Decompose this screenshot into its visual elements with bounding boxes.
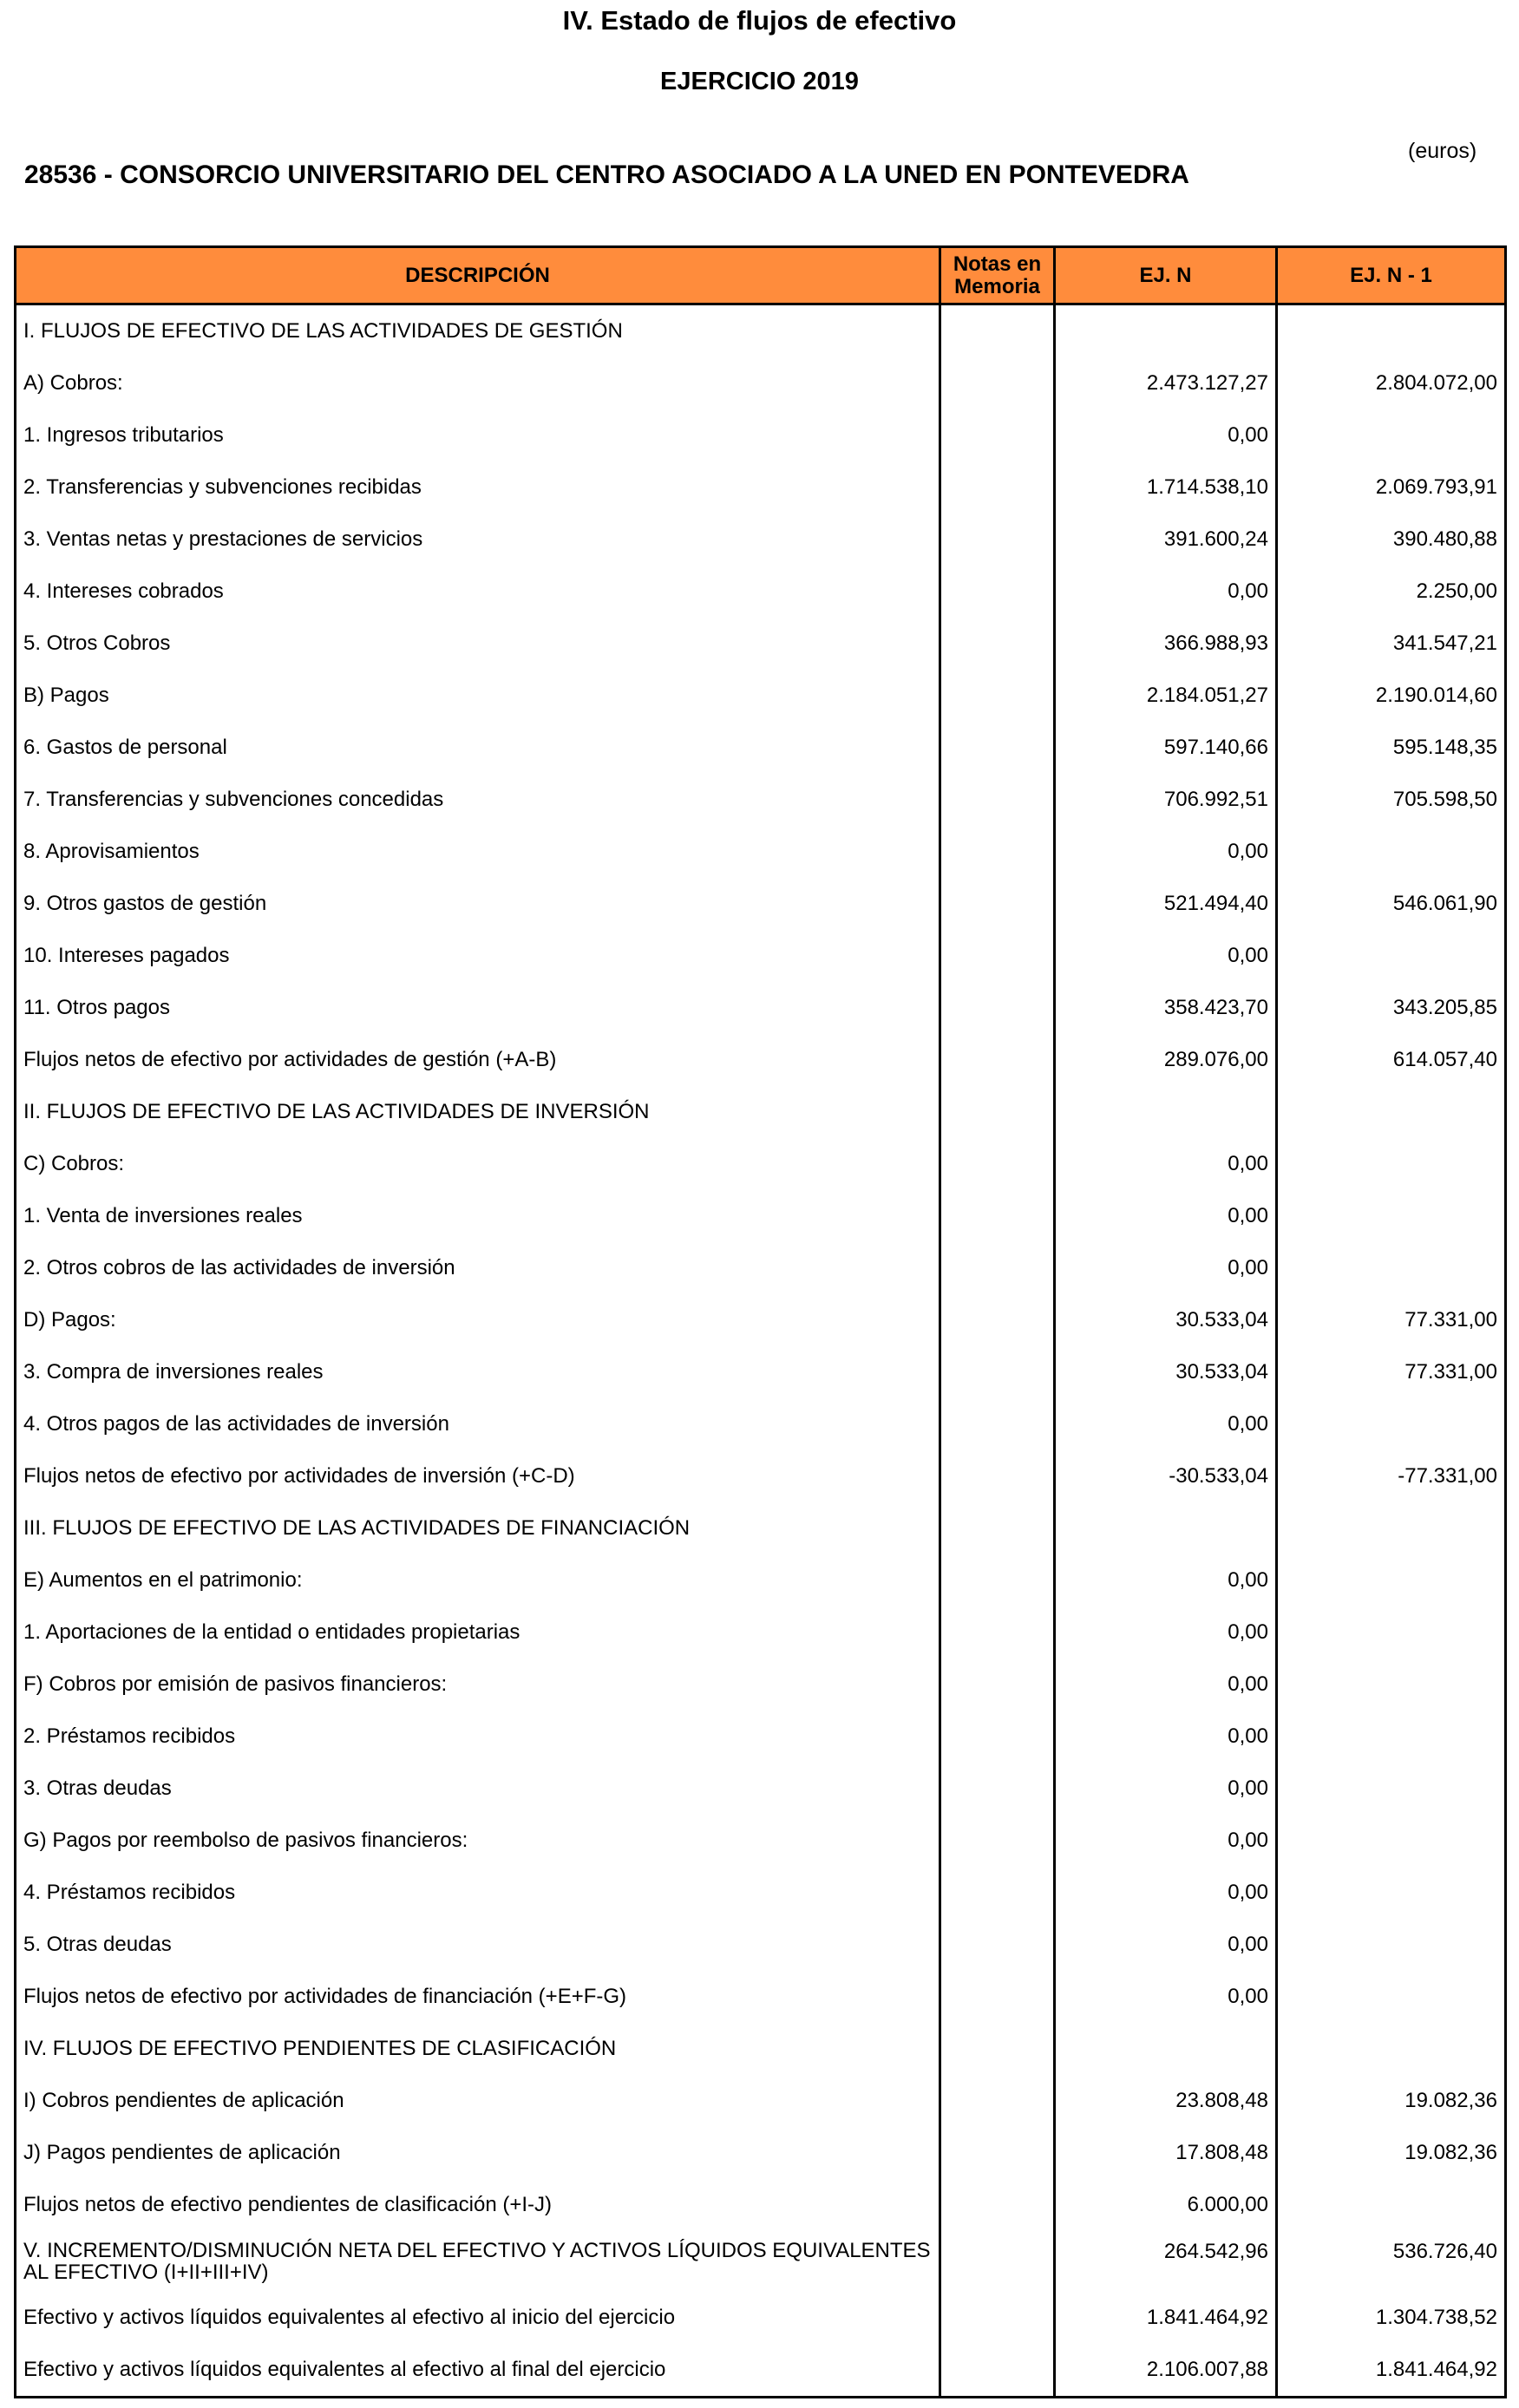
- row-description: 3. Compra de inversiones reales: [16, 1346, 940, 1398]
- row-notes: [940, 1138, 1055, 1190]
- column-header-description: DESCRIPCIÓN: [16, 247, 940, 304]
- row-value-n1: 77.331,00: [1277, 1346, 1506, 1398]
- row-description: Efectivo y activos líquidos equivalentes al efectivo al inicio del ejercicio: [16, 2292, 940, 2344]
- row-value-n: [1055, 1502, 1277, 1554]
- table-row: [16, 409, 1506, 461]
- row-value-n1: [1277, 1711, 1506, 1763]
- row-value-n1: 341.547,21: [1277, 618, 1506, 670]
- row-description: 2. Transferencias y subvenciones recibidas: [16, 461, 940, 514]
- table-row: [16, 357, 1506, 409]
- row-value-n1: [1277, 930, 1506, 982]
- table-row: [16, 982, 1506, 1034]
- table-header: [16, 247, 1506, 304]
- row-value-n1: [1277, 1606, 1506, 1659]
- row-value-n1: [1277, 1659, 1506, 1711]
- row-notes: [940, 304, 1055, 358]
- row-description: 1. Aportaciones de la entidad o entidades propietarias: [16, 1606, 940, 1659]
- row-description: F) Cobros por emisión de pasivos financieros:: [16, 1659, 940, 1711]
- table-row: [16, 1815, 1506, 1867]
- row-description: C) Cobros:: [16, 1138, 940, 1190]
- row-notes: [940, 2023, 1055, 2075]
- row-value-n1: 1.304.738,52: [1277, 2292, 1506, 2344]
- row-notes: [940, 409, 1055, 461]
- row-notes: [940, 2127, 1055, 2179]
- row-value-n1: [1277, 1242, 1506, 1294]
- row-notes: [940, 2231, 1055, 2292]
- row-notes: [940, 1659, 1055, 1711]
- row-value-n1: 19.082,36: [1277, 2127, 1506, 2179]
- entity-name: 28536 - CONSORCIO UNIVERSITARIO DEL CENTRO ASOCIADO A LA UNED EN PONTEVEDRA: [24, 160, 1189, 189]
- row-value-n: 30.533,04: [1055, 1294, 1277, 1346]
- row-value-n1: [1277, 1971, 1506, 2023]
- row-notes: [940, 1034, 1055, 1086]
- row-value-n: 0,00: [1055, 1711, 1277, 1763]
- row-notes: [940, 1554, 1055, 1606]
- row-value-n1: 536.726,40: [1277, 2231, 1506, 2292]
- table-row: [16, 1034, 1506, 1086]
- row-value-n: 358.423,70: [1055, 982, 1277, 1034]
- row-description: 4. Otros pagos de las actividades de inversión: [16, 1398, 940, 1450]
- row-notes: [940, 1398, 1055, 1450]
- row-value-n: 0,00: [1055, 1659, 1277, 1711]
- row-value-n: 23.808,48: [1055, 2075, 1277, 2127]
- row-value-n1: [1277, 1554, 1506, 1606]
- table-row: [16, 2023, 1506, 2075]
- table-row: [16, 1294, 1506, 1346]
- row-value-n: 2.106.007,88: [1055, 2344, 1277, 2398]
- table-row: [16, 1763, 1506, 1815]
- row-description: 8. Aprovisamientos: [16, 826, 940, 878]
- row-value-n1: 705.598,50: [1277, 774, 1506, 826]
- row-value-n1: 2.804.072,00: [1277, 357, 1506, 409]
- table-row: [16, 1606, 1506, 1659]
- row-value-n1: 2.069.793,91: [1277, 461, 1506, 514]
- table-row: [16, 930, 1506, 982]
- row-value-n1: 343.205,85: [1277, 982, 1506, 1034]
- row-value-n1: [1277, 409, 1506, 461]
- row-value-n: 521.494,40: [1055, 878, 1277, 930]
- row-value-n1: 614.057,40: [1277, 1034, 1506, 1086]
- row-value-n1: [1277, 1815, 1506, 1867]
- row-value-n1: [1277, 1502, 1506, 1554]
- notes-header-line2: Memoria: [954, 274, 1040, 298]
- row-value-n1: 77.331,00: [1277, 1294, 1506, 1346]
- table-row: [16, 1971, 1506, 2023]
- row-value-n1: [1277, 1086, 1506, 1138]
- row-value-n1: [1277, 1919, 1506, 1971]
- row-value-n: 264.542,96: [1055, 2231, 1277, 2292]
- row-notes: [940, 2075, 1055, 2127]
- table-row: [16, 878, 1506, 930]
- row-value-n: 0,00: [1055, 409, 1277, 461]
- row-value-n: 0,00: [1055, 1606, 1277, 1659]
- row-notes: [940, 1086, 1055, 1138]
- row-value-n: [1055, 304, 1277, 358]
- row-description: A) Cobros:: [16, 357, 940, 409]
- row-value-n1: [1277, 1138, 1506, 1190]
- row-description: Flujos netos de efectivo pendientes de clasificación (+I-J): [16, 2179, 940, 2231]
- column-header-year-n: EJ. N: [1055, 247, 1277, 304]
- table-row: [16, 1919, 1506, 1971]
- row-description: 1. Venta de inversiones reales: [16, 1190, 940, 1242]
- table-row: [16, 2344, 1506, 2398]
- table-row: [16, 1659, 1506, 1711]
- row-description: 5. Otros Cobros: [16, 618, 940, 670]
- row-value-n1: 2.250,00: [1277, 566, 1506, 618]
- row-notes: [940, 1815, 1055, 1867]
- table-row: [16, 774, 1506, 826]
- row-value-n1: 2.190.014,60: [1277, 670, 1506, 722]
- row-value-n: [1055, 2023, 1277, 2075]
- row-description: 9. Otros gastos de gestión: [16, 878, 940, 930]
- table-row: [16, 1086, 1506, 1138]
- table-row: [16, 722, 1506, 774]
- row-description: Flujos netos de efectivo por actividades de inversión (+C-D): [16, 1450, 940, 1502]
- row-description: 7. Transferencias y subvenciones concedidas: [16, 774, 940, 826]
- row-value-n: 2.184.051,27: [1055, 670, 1277, 722]
- row-value-n: 391.600,24: [1055, 514, 1277, 566]
- row-value-n1: [1277, 2023, 1506, 2075]
- table-row: [16, 2127, 1506, 2179]
- row-notes: [940, 826, 1055, 878]
- table-row: [16, 1190, 1506, 1242]
- row-notes: [940, 2179, 1055, 2231]
- table-row: [16, 2179, 1506, 2231]
- document-title: IV. Estado de flujos de efectivo: [562, 5, 957, 36]
- row-notes: [940, 1763, 1055, 1815]
- table-row: [16, 1242, 1506, 1294]
- row-notes: [940, 618, 1055, 670]
- row-notes: [940, 1971, 1055, 2023]
- row-value-n: 6.000,00: [1055, 2179, 1277, 2231]
- row-notes: [940, 1346, 1055, 1398]
- row-value-n1: [1277, 1190, 1506, 1242]
- table-row: [16, 1554, 1506, 1606]
- row-value-n: 0,00: [1055, 1867, 1277, 1919]
- row-description: II. FLUJOS DE EFECTIVO DE LAS ACTIVIDADES DE INVERSIÓN: [16, 1086, 940, 1138]
- row-description: 3. Otras deudas: [16, 1763, 940, 1815]
- row-description: 4. Préstamos recibidos: [16, 1867, 940, 1919]
- row-value-n1: 595.148,35: [1277, 722, 1506, 774]
- row-notes: [940, 2344, 1055, 2398]
- row-description: J) Pagos pendientes de aplicación: [16, 2127, 940, 2179]
- row-description: I) Cobros pendientes de aplicación: [16, 2075, 940, 2127]
- row-notes: [940, 2292, 1055, 2344]
- row-notes: [940, 1919, 1055, 1971]
- column-header-notes: [940, 247, 1055, 304]
- row-value-n: 0,00: [1055, 1242, 1277, 1294]
- row-description: IV. FLUJOS DE EFECTIVO PENDIENTES DE CLASIFICACIÓN: [16, 2023, 940, 2075]
- exercise-year: EJERCICIO 2019: [660, 68, 859, 95]
- row-description: 10. Intereses pagados: [16, 930, 940, 982]
- row-value-n: 706.992,51: [1055, 774, 1277, 826]
- row-notes: [940, 878, 1055, 930]
- row-value-n1: [1277, 1763, 1506, 1815]
- table-row: [16, 1138, 1506, 1190]
- row-value-n1: [1277, 304, 1506, 358]
- row-value-n: [1055, 1086, 1277, 1138]
- row-description: B) Pagos: [16, 670, 940, 722]
- table-row: [16, 461, 1506, 514]
- row-notes: [940, 1450, 1055, 1502]
- row-description: III. FLUJOS DE EFECTIVO DE LAS ACTIVIDADES DE FINANCIACIÓN: [16, 1502, 940, 1554]
- row-description: 2. Otros cobros de las actividades de inversión: [16, 1242, 940, 1294]
- row-value-n: 0,00: [1055, 566, 1277, 618]
- row-value-n: 366.988,93: [1055, 618, 1277, 670]
- table-row: [16, 1398, 1506, 1450]
- currency-unit: (euros): [1408, 139, 1477, 163]
- row-value-n1: -77.331,00: [1277, 1450, 1506, 1502]
- row-notes: [940, 357, 1055, 409]
- table-row: [16, 304, 1506, 358]
- table-row: [16, 1346, 1506, 1398]
- table-row: [16, 566, 1506, 618]
- table-row: [16, 2292, 1506, 2344]
- row-description: Flujos netos de efectivo por actividades de financiación (+E+F-G): [16, 1971, 940, 2023]
- row-notes: [940, 566, 1055, 618]
- row-value-n: 0,00: [1055, 1398, 1277, 1450]
- row-notes: [940, 1294, 1055, 1346]
- row-description: Flujos netos de efectivo por actividades de gestión (+A-B): [16, 1034, 940, 1086]
- table-row: [16, 2075, 1506, 2127]
- row-notes: [940, 774, 1055, 826]
- row-value-n: 597.140,66: [1055, 722, 1277, 774]
- row-notes: [940, 1867, 1055, 1919]
- row-description: D) Pagos:: [16, 1294, 940, 1346]
- row-value-n1: [1277, 1867, 1506, 1919]
- row-description: Efectivo y activos líquidos equivalentes al efectivo al final del ejercicio: [16, 2344, 940, 2398]
- row-notes: [940, 982, 1055, 1034]
- table-row: [16, 670, 1506, 722]
- row-notes: [940, 1711, 1055, 1763]
- row-notes: [940, 930, 1055, 982]
- row-value-n: 1.841.464,92: [1055, 2292, 1277, 2344]
- row-description: 6. Gastos de personal: [16, 722, 940, 774]
- row-notes: [940, 1190, 1055, 1242]
- row-value-n1: [1277, 2179, 1506, 2231]
- row-description: 1. Ingresos tributarios: [16, 409, 940, 461]
- row-value-n: 1.714.538,10: [1055, 461, 1277, 514]
- row-value-n: 0,00: [1055, 1554, 1277, 1606]
- row-value-n: -30.533,04: [1055, 1450, 1277, 1502]
- row-value-n: 17.808,48: [1055, 2127, 1277, 2179]
- row-description: 11. Otros pagos: [16, 982, 940, 1034]
- row-value-n: 2.473.127,27: [1055, 357, 1277, 409]
- row-description: 5. Otras deudas: [16, 1919, 940, 1971]
- row-value-n1: 390.480,88: [1277, 514, 1506, 566]
- row-value-n: 0,00: [1055, 1190, 1277, 1242]
- table-row: [16, 1867, 1506, 1919]
- row-value-n: 0,00: [1055, 826, 1277, 878]
- row-notes: [940, 1502, 1055, 1554]
- row-description: V. INCREMENTO/DISMINUCIÓN NETA DEL EFECTIVO Y ACTIVOS LÍQUIDOS EQUIVALENTES AL EFECTIVO (I+II+III+IV): [16, 2231, 940, 2292]
- row-value-n: 30.533,04: [1055, 1346, 1277, 1398]
- cash-flow-table: [14, 245, 1507, 2398]
- row-description: G) Pagos por reembolso de pasivos financieros:: [16, 1815, 940, 1867]
- row-value-n1: 546.061,90: [1277, 878, 1506, 930]
- table-row: [16, 1450, 1506, 1502]
- row-notes: [940, 1606, 1055, 1659]
- row-description: 3. Ventas netas y prestaciones de servicios: [16, 514, 940, 566]
- table-row: [16, 1711, 1506, 1763]
- row-description: E) Aumentos en el patrimonio:: [16, 1554, 940, 1606]
- row-value-n1: 1.841.464,92: [1277, 2344, 1506, 2398]
- row-value-n: 0,00: [1055, 1971, 1277, 2023]
- row-notes: [940, 670, 1055, 722]
- row-value-n1: [1277, 1398, 1506, 1450]
- table-row: [16, 2231, 1506, 2292]
- row-value-n1: [1277, 826, 1506, 878]
- row-value-n: 289.076,00: [1055, 1034, 1277, 1086]
- table-row: [16, 618, 1506, 670]
- table-row: [16, 514, 1506, 566]
- row-value-n: 0,00: [1055, 1815, 1277, 1867]
- row-notes: [940, 722, 1055, 774]
- row-value-n1: 19.082,36: [1277, 2075, 1506, 2127]
- row-value-n: 0,00: [1055, 930, 1277, 982]
- notes-header-line1: Notas en: [953, 252, 1042, 276]
- row-description: 2. Préstamos recibidos: [16, 1711, 940, 1763]
- row-notes: [940, 1242, 1055, 1294]
- row-description: 4. Intereses cobrados: [16, 566, 940, 618]
- row-notes: [940, 461, 1055, 514]
- row-value-n: 0,00: [1055, 1138, 1277, 1190]
- table-row: [16, 1502, 1506, 1554]
- table-row: [16, 826, 1506, 878]
- row-description: I. FLUJOS DE EFECTIVO DE LAS ACTIVIDADES DE GESTIÓN: [16, 304, 940, 358]
- column-header-year-n1: EJ. N - 1: [1277, 247, 1506, 304]
- row-value-n: 0,00: [1055, 1919, 1277, 1971]
- row-notes: [940, 514, 1055, 566]
- row-value-n: 0,00: [1055, 1763, 1277, 1815]
